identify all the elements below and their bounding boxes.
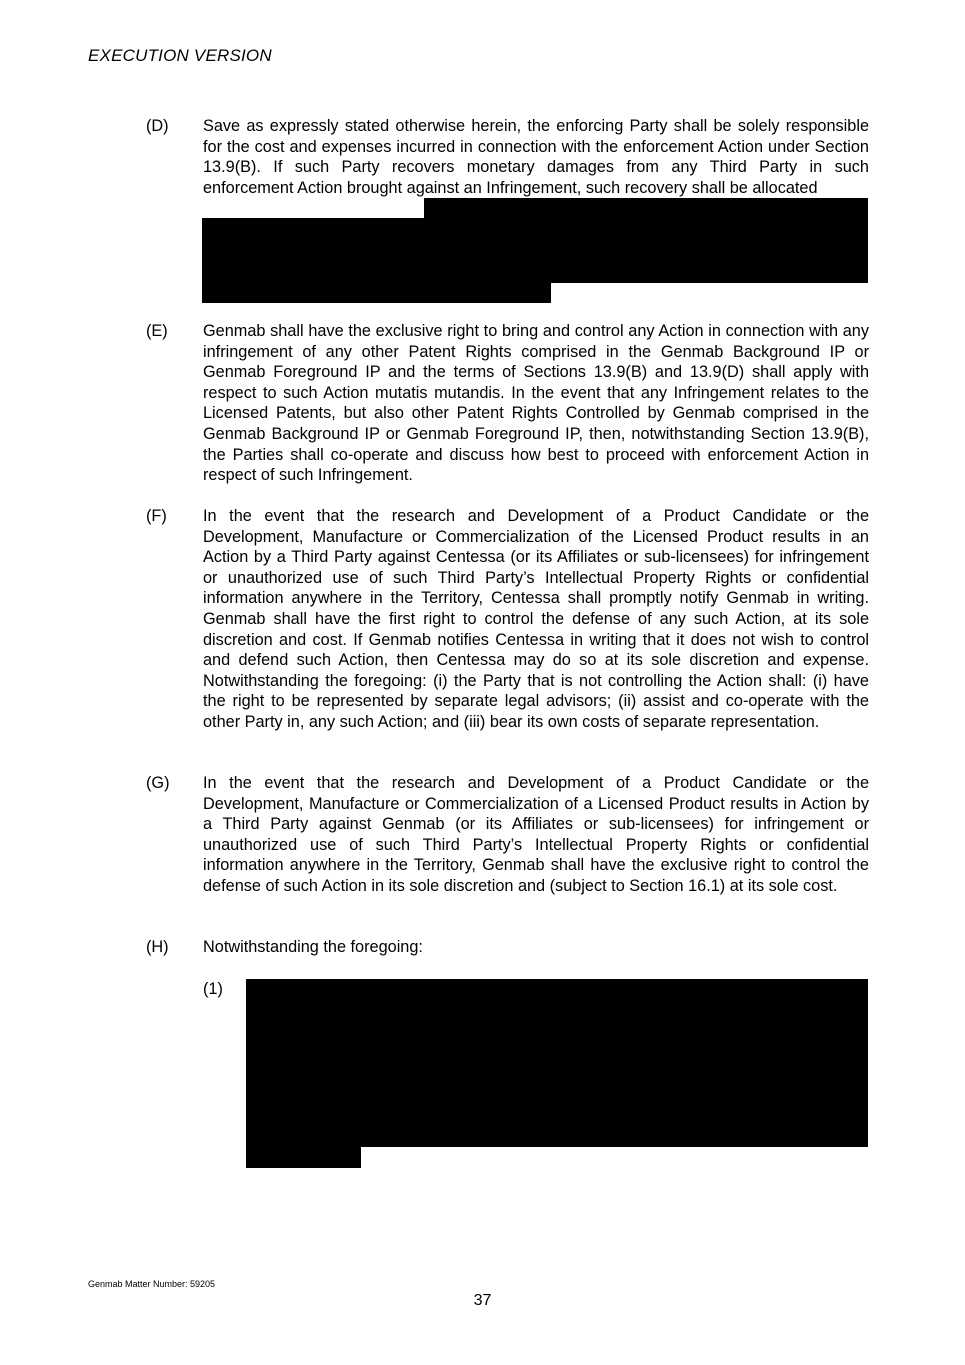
section-h-text: Notwithstanding the foregoing: xyxy=(203,938,423,956)
section-d-text: Save as expressly stated otherwise herein, the enforcing Party shall be solely responsible for the cost and expenses incurred in connection with the enforcement Action under Section 13.9(B). If such Party recovers monetary damages from any Third Party in such enforcement Action brought against an Infringement, such recovery shall be allocated xyxy=(203,117,869,197)
redaction-block xyxy=(246,1146,361,1168)
subitem-1-label: (1) xyxy=(203,980,223,998)
section-g-label: (G) xyxy=(146,774,170,792)
section-d-label: (D) xyxy=(146,117,169,135)
section-f-text: In the event that the research and Development of a Product Candidate or the Development, Manufacture or Commercialization of the Licensed Product results in an Action by a Third Party against Centessa (or its Affiliates or sub-licensees) for infringement or unauthorized use of such Third Party’s Intellectual Property Rights or confidential information anywhere in the Territory, Centessa shall promptly notify Genmab in writing. Genmab shall have the first right to control the defense of any such Action, at its sole discretion and cost. If Genmab notifies Centessa in writing that it does not wish to control and defend such Action, then Centessa may do so at its sole discretion and expense. Notwithstanding the foregoing: (i) the Party that is not controlling the Action shall: (i) have the right to be represented by separate legal advisors; (ii) assist and co-operate with the other Party in, any such Action; and (iii) bear its own costs of separate representation. xyxy=(203,507,869,731)
section-h-label: (H) xyxy=(146,938,169,956)
section-g xyxy=(146,773,869,897)
section-g-text: In the event that the research and Development of a Product Candidate or the Development, Manufacture or Commercialization of a Licensed Product results in Action by a Third Party against Genmab (or its Affiliates or sub-licensees) for infringement or unauthorized use of such Third Party’s Intellectual Property Rights or confidential information anywhere in the Territory, Genmab shall have the exclusive right to control the defense of such Action in its sole discretion and (subject to Section 16.1) at its sole cost. xyxy=(203,774,869,895)
section-d xyxy=(146,116,869,198)
section-f xyxy=(146,506,869,733)
redaction-block xyxy=(202,282,551,303)
page-number: 37 xyxy=(473,1292,492,1309)
section-e-text: Genmab shall have the exclusive right to bring and control any Action in connection with any infringement of any other Patent Rights comprised in the Genmab Background IP or Genmab Foreground IP and the terms of Sections 13.9(B) and 13.9(D) shall apply with respect to such Action mutatis mutandis. In the event that any Infringement relates to the Licensed Patents, but also other Patent Rights Controlled by Genmab comprised in the Genmab Background IP or Genmab Foreground IP, then, notwithstanding Section 13.9(B), the Parties shall co-operate and discuss how best to proceed with enforcement Action in respect of such Infringement. xyxy=(203,322,869,485)
section-e-label: (E) xyxy=(146,322,168,340)
redaction-block xyxy=(202,218,868,283)
section-e xyxy=(146,321,869,486)
section-h xyxy=(146,937,869,958)
document-header: EXECUTION VERSION xyxy=(88,46,272,65)
matter-number: Genmab Matter Number: 59205 xyxy=(88,1279,216,1289)
redaction-block xyxy=(246,979,868,1147)
section-f-label: (F) xyxy=(146,507,167,525)
